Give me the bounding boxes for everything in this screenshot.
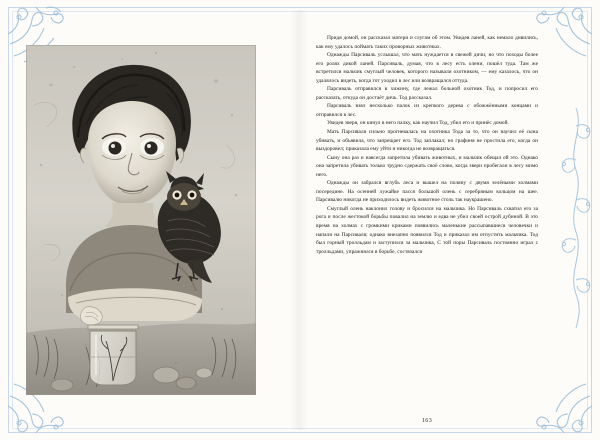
body-text bbox=[316, 34, 538, 256]
page-number: 163 bbox=[421, 418, 433, 424]
floral-vine-ornament bbox=[556, 108, 596, 328]
paragraph: Сыну она раз и навсегда запретила убивать животных, и мальчик обещал ей это. Однако она запретила убивать только трудно сдержать своё слово, когда звери пробегали в лесу мимо него. bbox=[316, 154, 538, 178]
right-page bbox=[316, 34, 538, 424]
paragraph: Придя домой, он рассказал матери и слугам об этом. Увидев ланей, как немало дивились, как ему удалось поймать таких проворных животных. bbox=[316, 35, 538, 50]
paragraph: Мать Парсиваля сильно прогневалась на охотника Тода за то, что он научил её сына убивать, и объявила, что запрещает его. Тод заплакал; но графиня не простила его, когда он выздоровел; приказала ему уйти и никогда не возвращаться. bbox=[316, 129, 538, 153]
floral-scroll-ornament bbox=[530, 4, 594, 68]
paragraph: Смуглый олень наклонил голову и бросился на мальчика. Но Парсиваль схватил его за рога и после жестокой борьбы повалил на землю и едва не убил своей острой дубиной. В это время на холмах с громкими криками появились маленькие рассыпавшиеся человечки и напали на Парсиваля; однако внезапно появился Тод и приказал им отпустить мальчика. Тод был горный тролльдам и заступился за мальчика, С той поры Парсиваль постоянно играл с тролльдами, упражнялся в борьбе, состязался bbox=[316, 205, 538, 255]
paragraph: Парсиваль взял несколько палок из крепкого дерева с обожжёнными концами и отправился в лес. bbox=[316, 103, 538, 118]
boy-with-owl-illustration bbox=[26, 45, 256, 395]
paragraph: Однажды он забрался вглубь леса и вышел на поляну с двумя зелёными холмами посередине. На осенней лужайке пасся большой олень с серебряным кольцом на шее. Парсивалю никогда не приходилось видеть животное столь так наукрашено. bbox=[316, 180, 538, 204]
paragraph: Увидев зверя, он кинул в него палку, как научил Тод, убил его и принёс домой. bbox=[327, 120, 509, 127]
floral-scroll-ornament bbox=[530, 372, 594, 436]
left-page bbox=[16, 16, 278, 424]
paragraph: Однажды Парсиваль услышал, что мать нуждается в свежей дичи, но что походы более его ролях дикой ланей. Парсиваль, думая, что в лесу есть олени, пошёл туда. Там же встретился мальчик смуглый человек, которого называли охотником, — ему казалось, что он удалялось видеть, когда тот уходил в лес или возвращался оттуда. bbox=[316, 52, 538, 84]
paragraph: Парсиваль отправился в хижину, где лежал больной охотник Тод, и попросил его рассказать, откуда он достаёт дичь. Тод рассказал. bbox=[316, 86, 538, 101]
